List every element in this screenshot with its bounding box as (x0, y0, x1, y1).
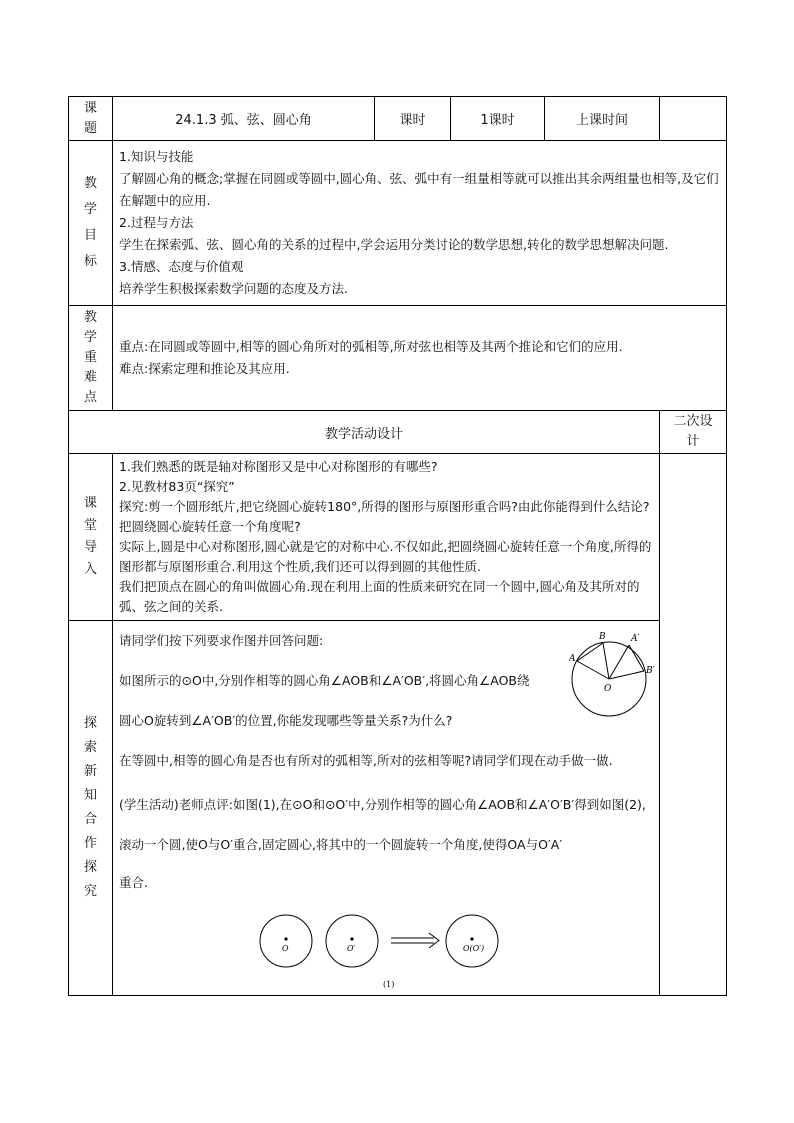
rotation-circle-figure (569, 629, 659, 719)
label-o2: O′ (347, 944, 356, 953)
intro-label (69, 454, 113, 621)
arrow-head (429, 933, 439, 948)
ke-ti-text: 课题 (83, 100, 97, 136)
radius-oa2 (609, 645, 629, 679)
intro-line: 2.见教材83页“探究” (119, 479, 235, 494)
intro-line: 探究:剪一个圆形纸片,把它绕圆心旋转180°,所得的图形与原图形重合吗?由此你能得到什么结论?把圆绕圆心旋转任意一个角度呢? (119, 499, 650, 534)
label-b2: B′ (646, 666, 655, 676)
intro-content (113, 454, 660, 621)
time-value (660, 97, 727, 141)
goals-line: 3.情感、态度与价值观 (119, 259, 244, 274)
explore-line: 重合. (119, 875, 148, 890)
figure-caption: (1) (383, 980, 395, 989)
ke-ti-label (69, 97, 113, 141)
center-o1 (284, 937, 287, 940)
explore-text-block-2 (119, 747, 653, 897)
time-label: 上课时间 (545, 97, 660, 141)
radius-ob2 (609, 671, 644, 679)
explore-line: 在等圆中,相等的圆心角是否也有所对的弧相等,所对的弦相等呢?请同学们现在动手做一做. (119, 753, 613, 768)
second-design-cell (660, 454, 727, 996)
header-row (69, 97, 727, 141)
ke-shi-label: 课时 (375, 97, 451, 141)
goals-label-text: 教学目标 (83, 176, 97, 269)
radius-oa (577, 661, 609, 679)
key-points-content (113, 306, 727, 411)
goals-line: 2.过程与方法 (119, 215, 194, 230)
center-o2 (350, 937, 353, 940)
figure-1 (259, 911, 519, 991)
label-a: A (569, 654, 576, 664)
intro-row (69, 454, 727, 621)
explore-line: 请同学们按下列要求作图并回答问题: (119, 633, 324, 648)
explore-line: (学生活动)老师点评:如图(1),在⊙O和⊙O′中,分别作相等的圆心角∠AOB和∠A′O′B′得到如图(2),滚动一个圆,使O与O′重合,固定圆心,将其中的一个圆旋转一个角度,使得OA与O′A′ (119, 797, 646, 852)
goals-line: 培养学生积极探索数学问题的态度及方法. (119, 281, 348, 296)
goals-label (69, 141, 113, 306)
second-design-text: 二次设计 (673, 414, 713, 449)
label-o1: O (282, 944, 289, 953)
radius-ob (603, 643, 609, 679)
key-points-label-text: 教学重难点 (83, 310, 97, 405)
explore-line: 圆心O旋转到∠A′OB′的位置,你能发现哪些等量关系?为什么? (119, 713, 453, 728)
intro-line: 我们把顶点在圆心的角叫做圆心角.现在利用上面的性质来研究在同一个圆中,圆心角及其所对的弧、弦之间的关系. (119, 579, 640, 614)
explore-row (69, 621, 727, 996)
key-points-row (69, 306, 727, 411)
intro-line: 1.我们熟悉的既是轴对称图形又是中心对称图形的有哪些? (119, 459, 438, 474)
goals-content (113, 141, 727, 306)
circle-o2 (326, 915, 378, 967)
goals-line: 了解圆心角的概念;掌握在同圆或等圆中,圆心角、弦、弧中有一组量相等就可以推出其余两组量也相等,及它们在解题中的应用. (119, 171, 719, 208)
key-points-label (69, 306, 113, 411)
lesson-plan-table (68, 96, 727, 996)
key-point-line: 重点:在同圆或等圆中,相等的圆心角所对的弧相等,所对弦也相等及其两个推论和它们的应用. (119, 339, 623, 354)
design-title: 教学活动设计 (69, 411, 660, 454)
explore-label (69, 621, 113, 996)
second-design-label (660, 411, 727, 454)
goals-row (69, 141, 727, 306)
chord-ab (577, 643, 603, 661)
lesson-title: 24.1.3 弧、弦、圆心角 (113, 97, 375, 141)
label-o: O (604, 684, 612, 694)
key-point-line: 难点:探索定理和推论及其应用. (119, 361, 290, 376)
label-b: B (599, 632, 606, 642)
goals-line: 学生在探索弧、弦、圆心角的关系的过程中,学会运用分类讨论的数学思想,转化的数学思想解决问题. (119, 237, 669, 252)
intro-label-text: 课堂导入 (83, 496, 97, 577)
circle-o3 (446, 915, 498, 967)
design-row (69, 411, 727, 454)
explore-label-text: 探索新知合作探究 (83, 716, 97, 899)
chord-a2b2 (629, 645, 644, 671)
explore-text-block (119, 629, 574, 733)
ke-shi-value: 1课时 (451, 97, 545, 141)
goals-line: 1.知识与技能 (119, 149, 194, 164)
intro-line: 实际上,圆是中心对称图形,圆心就是它的对称中心.不仅如此,把圆绕圆心旋转任意一个角度,所得的图形都与原图形重合.利用这个性质,我们还可以得到圆的其他性质. (119, 539, 652, 574)
label-o3: O(O′) (463, 944, 485, 953)
center-o3 (470, 937, 473, 940)
label-a2: A′ (631, 634, 640, 644)
circle-o1 (260, 915, 312, 967)
explore-line: 如图所示的⊙O中,分别作相等的圆心角∠AOB和∠A′OB′,将圆心角∠AOB绕 (119, 673, 530, 688)
explore-content (113, 621, 660, 996)
